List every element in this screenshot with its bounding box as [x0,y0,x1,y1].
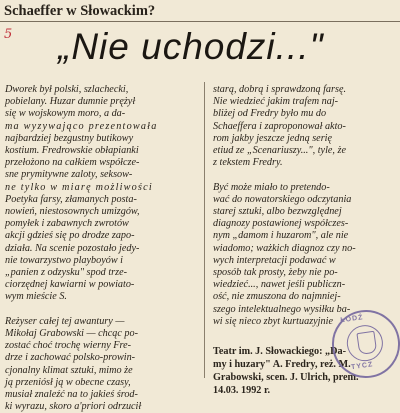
text-line: cjonalny klimat sztuki, mimo że [5,364,133,376]
text-line: wi się nieco zbyt kurtuazyjnie [213,315,333,327]
text-line: wym mieście S. [5,291,67,303]
text-line: Dworek był polski, szlachecki, [5,84,129,95]
text-line: rom jakby jeszcze jedną serię [213,132,333,144]
text-line: sposób tak prosty, żeby nie po- [213,267,338,279]
handwritten-mark: 5 [4,27,13,42]
text-line: nie towarzystwo playboyów i [5,254,124,266]
article-headline: „Nie uchodzi..." [58,26,324,67]
text-line: nowień, niestosownych umizgów, [5,206,140,218]
text-line: nym „damom i huzarom", ale nie [213,230,349,242]
credit-line: 14.03. 1992 r. [213,385,271,396]
text-line: pomyłek i zabawnych zwrotów [5,218,129,230]
text-line: starej sztuki, albo bezwzględnej [213,206,342,218]
text-line: szego intelektualnego wysiłku ba- [213,303,351,315]
text-line: najbardziej bezgustny butikowy [5,132,134,144]
text-line: ość, nie zmuszona do najmniej- [213,291,341,303]
kicker-heading: Schaeffer w Słowackim? [4,3,156,19]
text-line: z tekstem Fredry. [213,157,283,169]
text-line: starą, dobrą i sprawdzoną farsę. [213,84,347,95]
text-line: wych interpretacji podawać w [213,254,336,266]
article-column-left [5,84,191,413]
credit-line: my i huzary" A. Fredry, reż. M. [213,359,351,370]
text-line: sne prymitywne zaloty, seksow- [5,169,133,181]
text-line: „panien z odzysku" spod trze- [5,267,127,279]
text-line: pobielany. Huzar dumnie prężył [5,96,136,108]
text-line: Schaeffera i zaproponował akto- [213,120,346,132]
text-line: ją przeniósł ją w obecne czasy, [5,376,131,388]
text-line [5,304,191,316]
text-line: się w wojskowym moro, a da- [5,108,126,120]
text-line: Reżyser całej tej awantury — [5,315,125,327]
text-line: działa. Na scenie pozostało jedy- [5,242,140,254]
text-line: akcji gdzieś się po drodze zapo- [5,230,135,242]
text-line: wiedzieć..., nawet jeśli publiczn- [213,279,346,291]
text-line: Być może miało to pretendo- [213,181,330,193]
stamp-top-text: ŁÓDŹ [340,314,364,325]
column-divider [204,82,205,378]
text-line [213,169,397,181]
credit-line: Grabowski, scen. J. Ulrich, prem. [213,372,359,383]
text-line: ne tylko w miarę możliwości [5,181,153,193]
text-line: Nie wiedzieć jakim trafem naj- [213,96,339,108]
article-column-right [213,84,397,328]
text-line: ma wyzywająco prezentowała [5,120,158,132]
text-line: przełożono na całkiem współcze- [5,157,140,169]
text-line: ki wyrazu, skoro a'priori odrzucił [5,401,142,413]
text-line: diagnozy postawionej współczes- [213,218,349,230]
text-line: Poetyka farsy, złamanych posta- [5,193,137,205]
credit-line: Teatr im. J. Słowackiego: „Da- [213,346,346,357]
text-line: drze i zachować polsko-prowin- [5,352,136,364]
text-line: etiud ze „Scenariuszy...", tyle, że [213,145,347,157]
text-line: ciorzędnej kawiarni w powiato- [5,279,135,291]
text-line: wać do nowatorskiego odczytania [213,193,352,205]
text-line: wiadomo; ważkich diagnoz czy no- [213,242,356,254]
stamp-bottom-text: TYCZ [350,361,374,372]
text-line: Mikołaj Grabowski — chcąc po- [5,328,138,340]
text-line: musiał znaleźć na to jakieś środ- [5,389,138,401]
text-line: zostać choć trochę wierny Fre- [5,340,131,352]
top-rule [0,21,400,22]
text-line: kostium. Fredrowskie obłapianki [5,145,139,157]
text-line: bliżej od Fredry było mu do [213,108,327,120]
